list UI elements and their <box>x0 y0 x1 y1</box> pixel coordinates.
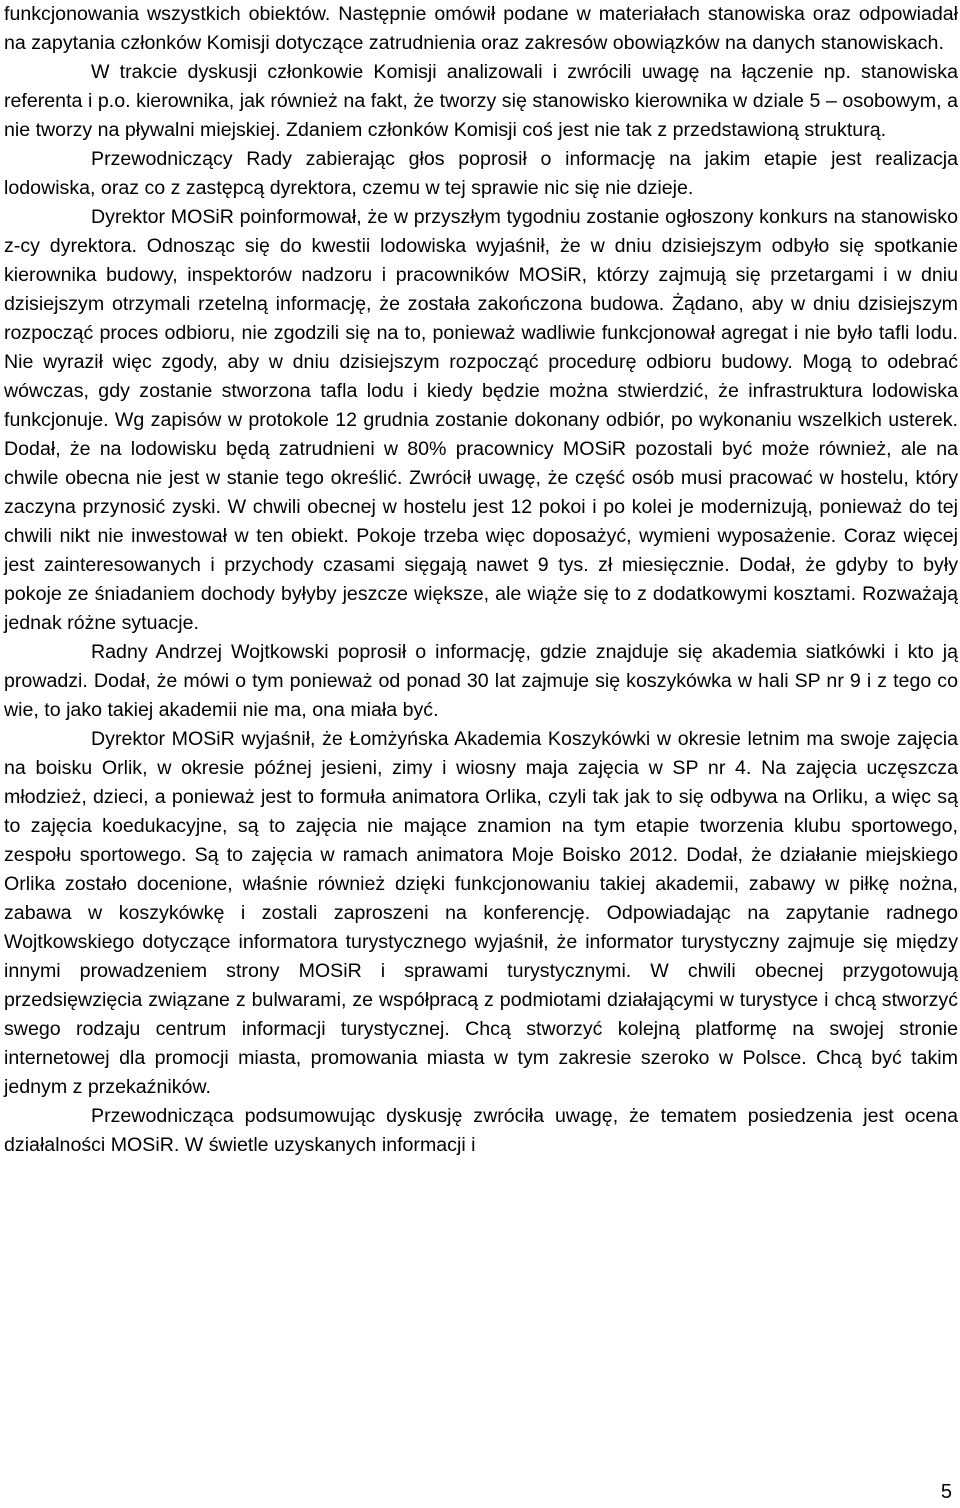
document-page <box>4 0 958 1160</box>
paragraph-commission-discussion: W trakcie dyskusji członkowie Komisji analizowali i zwrócili uwagę na łączenie np. stanowiska referenta i p.o. kierownika, jak również na fakt, że tworzy się stanowisko kierownika w dziale 5 – osobowym, a nie tworzy na pływalni miejskiej. Zdaniem członków Komisji coś jest nie tak z przedstawioną strukturą. <box>4 61 958 141</box>
paragraph-director-explanation: Dyrektor MOSiR wyjaśnił, że Łomżyńska Akademia Koszykówki w okresie letnim ma swoje zajęcia na boisku Orlik, w okresie późnej jesieni, zimy i wiosny maja zajęcia w SP nr 4. Na zajęcia uczęszcza młodzież, dzieci, a ponieważ jest to formuła animatora Orlika, czyli tak jak to się odbywa na Orliku, a więc są to zajęcia koedukacyjne, są to zajęcia nie mające znamion na tym etapie tworzenia klubu sportowego, zespołu sportowego. Są to zajęcia w ramach animatora Moje Boisko 2012. Dodał, że działanie miejskiego Orlika zostało docenione, właśnie również dzięki funkcjonowaniu takiej akademii, zabawy w piłkę nożna, zabawa w koszykówkę i zostali zaproszeni na konferencję. Odpowiadając na zapytanie radnego Wojtkowskiego dotyczące informatora turystycznego wyjaśnił, że informator turystyczny zajmuje się między innymi prowadzeniem strony MOSiR i sprawami turystycznymi. W chwili obecnej przygotowują przedsięwzięcia związane z bulwarami, ze współpracą z podmiotami działającymi w turystyce i chcą stworzyć swego rodzaju centrum informacji turystycznej. Chcą stworzyć kolejną platformę na swojej stronie internetowej dla promocji miasta, promowania miasta w tym zakresie szeroko w Polsce. Chcą być takim jednym z przekaźników. <box>4 728 958 1098</box>
paragraph-chairwoman-summary: Przewodnicząca podsumowując dyskusję zwróciła uwagę, że tematem posiedzenia jest ocena działalności MOSiR. W świetle uzyskanych informacji i <box>4 1105 958 1156</box>
paragraph-councillor-question: Radny Andrzej Wojtkowski poprosił o informację, gdzie znajduje się akademia siatkówki i kto ją prowadzi. Dodał, że mówi o tym ponieważ od ponad 30 lat zajmuje się koszykówka w hali SP nr 9 i z tego co wie, to jako takiej akademii nie ma, ona miała być. <box>4 641 958 721</box>
page-number: 5 <box>940 1481 952 1503</box>
paragraph-chairman-question: Przewodniczący Rady zabierając głos poprosił o informację na jakim etapie jest realizacja lodowiska, oraz co z zastępcą dyrektora, czemu w tej sprawie nic się nie dzieje. <box>4 148 958 199</box>
paragraph-director-answer: Dyrektor MOSiR poinformował, że w przyszłym tygodniu zostanie ogłoszony konkurs na stanowisko z-cy dyrektora. Odnosząc się do kwestii lodowiska wyjaśnił, że w dniu dzisiejszym odbyło się spotkanie kierownika budowy, inspektorów nadzoru i pracowników MOSiR, którzy zajmują się przetargami i w dniu dzisiejszym otrzymali rzetelną informację, że została zakończona budowa. Żądano, aby w dniu dzisiejszym rozpocząć proces odbioru, nie zgodzili się na to, ponieważ wadliwie funkcjonował agregat i nie było tafli lodu. Nie wyraził więc zgody, aby w dniu dzisiejszym rozpocząć procedurę odbioru budowy. Mogą to odebrać wówczas, gdy zostanie stworzona tafla lodu i kiedy będzie można stwierdzić, że infrastruktura lodowiska funkcjonuje. Wg zapisów w protokole 12 grudnia zostanie dokonany odbiór, po wykonaniu wszelkich usterek. Dodał, że na lodowisku będą zatrudnieni w 80% pracownicy MOSiR pozostali być może również, ale na chwile obecna nie jest w stanie tego określić. Zwrócił uwagę, że część osób musi pracować w hostelu, który zaczyna przynosić zyski. W chwili obecnej w hostelu jest 12 pokoi i po kolei je modernizują, ponieważ do tej chwili nikt nie inwestował w ten obiekt. Pokoje trzeba więc doposażyć, wymieni wyposażenie. Coraz więcej jest zainteresowanych i przychody czasami sięgają nawet 9 tys. zł miesięcznie. Dodał, że gdyby to były pokoje ze śniadaniem dochody byłyby jeszcze większe, ale wiąże się to z dodatkowymi kosztami. Rozważają jednak różne sytuacje. <box>4 206 958 634</box>
paragraph-intro: funkcjonowania wszystkich obiektów. Następnie omówił podane w materiałach stanowiska oraz odpowiadał na zapytania członków Komisji dotyczące zatrudnienia oraz zakresów obowiązków na danych stanowiskach. <box>4 3 958 54</box>
